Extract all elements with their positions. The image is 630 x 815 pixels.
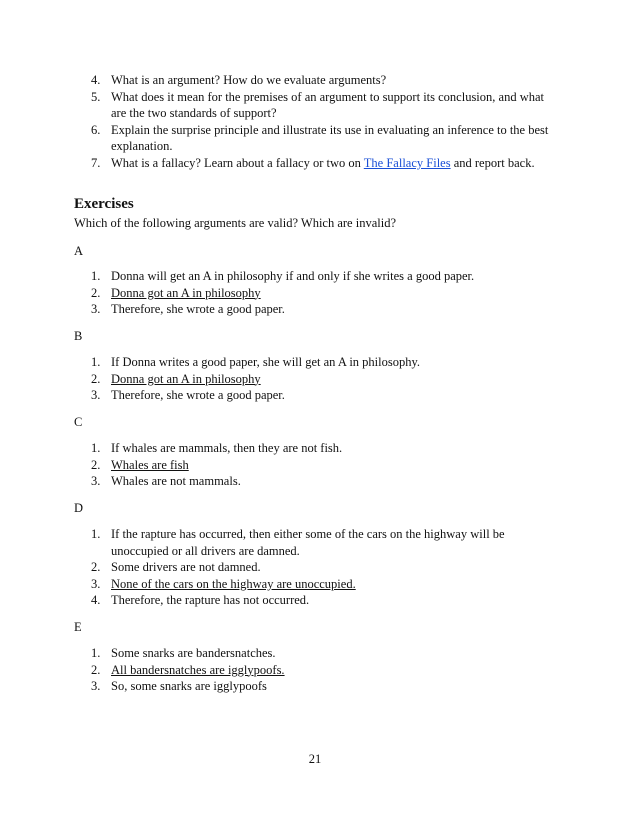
list-item [74, 559, 544, 576]
item-number: 2. [91, 371, 101, 386]
item-text: If Donna writes a good paper, she will get an A in philosophy. [111, 355, 421, 369]
list-item [74, 526, 544, 559]
list-item [74, 89, 554, 122]
fallacy-files-link[interactable]: The Fallacy Files [363, 155, 451, 170]
list-item [74, 155, 554, 172]
exercises-heading: Exercises [74, 196, 134, 212]
item-text: Some snarks are bandersnatches. [111, 646, 276, 660]
argument-label-a: A [74, 244, 84, 258]
list-item [74, 662, 544, 679]
list-item [74, 72, 554, 89]
review-questions-list [74, 72, 554, 172]
item-text: Therefore, she wrote a good paper. [111, 302, 285, 317]
item-number: 3. [91, 679, 101, 694]
item-text: All bandersnatches are igglypoofs. [111, 662, 285, 677]
argument-label-c: C [74, 415, 83, 429]
argument-label-e: E [74, 620, 82, 634]
item-text: Donna will get an A in philosophy if and only if she writes a good paper. [111, 269, 475, 283]
list-item [74, 285, 544, 302]
item-text: Therefore, the rapture has not occurred. [111, 593, 310, 608]
list-item [74, 268, 544, 285]
item-text: Donna got an A in philosophy [111, 371, 261, 386]
item-number: 2. [91, 560, 101, 575]
item-text: Therefore, she wrote a good paper. [111, 388, 285, 403]
list-item [74, 592, 544, 609]
list-item [74, 678, 544, 695]
list-item [74, 354, 544, 371]
item-number: 3. [91, 576, 101, 591]
item-number: 2. [91, 457, 101, 472]
list-item [74, 457, 544, 474]
item-number: 4. [91, 73, 101, 87]
item-text: So, some snarks are igglypoofs [111, 679, 267, 694]
item-number: 7. [91, 155, 101, 170]
list-item [74, 371, 544, 388]
argument-label-b: B [74, 329, 83, 343]
list-item [74, 473, 544, 490]
list-item [74, 440, 544, 457]
item-number: 3. [91, 302, 101, 317]
item-number: 2. [91, 662, 101, 677]
item-number: 4. [91, 593, 101, 608]
argument-c-list [74, 440, 544, 490]
item-text: and report back. [450, 155, 535, 170]
item-text: Whales are not mammals. [111, 474, 241, 489]
argument-d-list [74, 526, 544, 609]
exercises-intro: Which of the following arguments are valid? Which are invalid? [74, 216, 396, 230]
item-text: Explain the surprise principle and illustrate its use in evaluating an inference to the best explanation. [111, 122, 549, 154]
item-text: What does it mean for the premises of an argument to support its conclusion, and what are the two standards of support? [111, 89, 545, 121]
item-text: None of the cars on the highway are unoccupied. [111, 576, 356, 591]
item-text: Whales are fish [111, 457, 189, 472]
item-number: 1. [91, 355, 101, 369]
item-number: 5. [91, 89, 101, 104]
list-item [74, 387, 544, 404]
list-item [74, 122, 554, 155]
item-number: 6. [91, 122, 101, 137]
item-text: Some drivers are not damned. [111, 560, 261, 575]
item-number: 3. [91, 388, 101, 403]
argument-a-list [74, 268, 544, 318]
item-text: What is a fallacy? Learn about a fallacy or two on [111, 155, 364, 170]
item-number: 1. [91, 441, 101, 455]
item-number: 3. [91, 474, 101, 489]
item-number: 1. [91, 646, 101, 660]
item-text: If whales are mammals, then they are not fish. [111, 441, 343, 455]
item-number: 1. [91, 269, 101, 283]
list-item [74, 576, 544, 593]
argument-e-list [74, 645, 544, 695]
item-text: If the rapture has occurred, then either some of the cars on the highway will be unoccupied or all drivers are damned. [111, 527, 505, 558]
item-number: 2. [91, 285, 101, 300]
list-item [74, 301, 544, 318]
argument-b-list [74, 354, 544, 404]
argument-label-d: D [74, 501, 84, 515]
item-text: Donna got an A in philosophy [111, 285, 261, 300]
list-item [74, 645, 544, 662]
page-number: 21 [308, 752, 322, 766]
item-number: 1. [91, 527, 101, 541]
item-text: What is an argument? How do we evaluate arguments? [111, 73, 387, 87]
